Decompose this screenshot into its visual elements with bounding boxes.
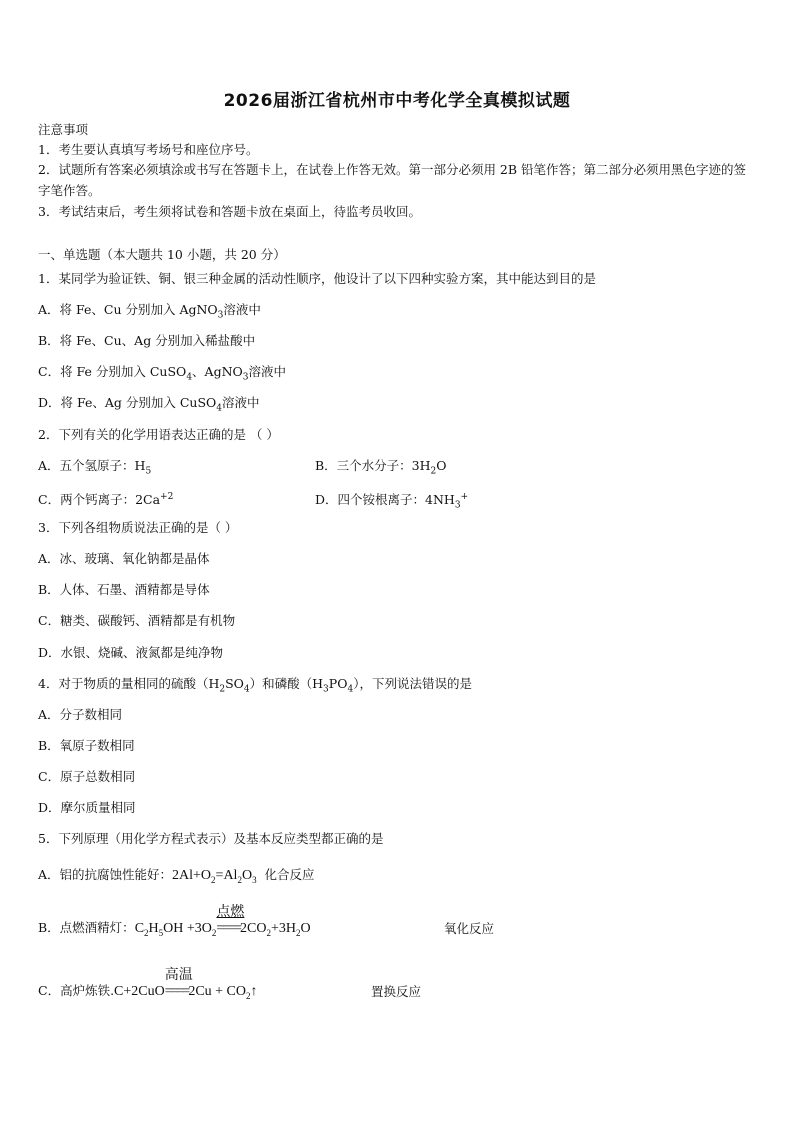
- question-2-option-a: A．五个氢原子：$H_5$: [38, 458, 152, 477]
- reaction-type-b: 氧化反应: [444, 921, 495, 936]
- question-2-option-b: B．三个水分子：$3H_2O$: [315, 458, 447, 477]
- notice-item-3: 3．考试结束后，考生须将试卷和答题卡放在桌面上，待监考员收回。: [38, 204, 421, 219]
- equation-a: $2Al+O_2=Al_2O_3$: [172, 868, 257, 885]
- notice-item-1: 1．考生要认真填写考场号和座位序号。: [38, 142, 259, 157]
- question-2-option-c: C．两个钙离子：$2Ca^{+2}$: [38, 492, 174, 508]
- question-3-option-c: C．糖类、碳酸钙、酒精都是有机物: [38, 613, 236, 628]
- equation-b: $C_2H_5OH +3O_2$ 点燃 $====2CO_2+3H_2O$: [134, 904, 311, 938]
- page-title: 2026届浙江省杭州市中考化学全真模拟试题: [223, 91, 571, 111]
- notice-item-2: 2．试题所有答案必须填涂或书写在答题卡上，在试卷上作答无效。第一部分必须用 2B 铅笔作答；第二部分必须用黑色字迹的签字笔作答。: [38, 162, 747, 198]
- question-1-option-d: D．将 Fe、Ag 分别加入 CuSO$_4$溶液中: [38, 395, 260, 414]
- reaction-type-c: 置换反应: [371, 984, 422, 999]
- question-4-option-d: D．摩尔质量相同: [38, 800, 136, 815]
- question-5-option-a: A．铝的抗腐蚀性能好：$2Al+O_2=Al_2O_3$ 化合反应: [38, 867, 315, 885]
- question-4-option-c: C．原子总数相同: [38, 769, 136, 784]
- question-5-stem: 5．下列原理（用化学方程式表示）及基本反应类型都正确的是: [38, 831, 384, 846]
- question-1-option-a: A．将 Fe、Cu 分别加入 AgNO$_3$溶液中: [38, 302, 261, 321]
- question-3-stem: 3．下列各组物质说法正确的是（ ）: [38, 520, 238, 535]
- question-5-option-c: C．高炉炼铁.C+2CuO 高温 $====2Cu + CO_2↑$: [38, 967, 258, 1001]
- equation-c: C+2CuO 高温 $====2Cu + CO_2↑$: [114, 967, 258, 1001]
- question-4-option-a: A．分子数相同: [38, 707, 123, 722]
- question-3-option-b: B．人体、石墨、酒精都是导体: [38, 582, 210, 597]
- condition-high-temp: 高温 ====: [164, 967, 193, 999]
- question-4-option-b: B．氧原子数相同: [38, 738, 135, 753]
- reaction-type-a: 化合反应: [264, 867, 315, 882]
- question-2-option-d: D．四个铵根离子：$4NH_3^+$: [315, 492, 469, 511]
- question-1-option-c: C．将 Fe 分别加入 CuSO$_4$、AgNO$_3$溶液中: [38, 364, 287, 383]
- notice-heading: 注意事项: [38, 122, 89, 137]
- question-3-option-a: A．冰、玻璃、氧化钠都是晶体: [38, 551, 210, 566]
- question-4-stem: 4．对于物质的量相同的硫酸$(H_2SO_4)$和磷酸$(H_3PO_4)$，下列说法错误的是: [38, 676, 472, 695]
- question-1-option-b: B．将 Fe、Cu、Ag 分别加入稀盐酸中: [38, 333, 256, 348]
- question-1-stem: 1．某同学为验证铁、铜、银三种金属的活动性顺序，他设计了以下四种实验方案，其中能达到目的是: [38, 271, 596, 286]
- section-heading: 一、单选题（本大题共 10 小题，共 20 分）: [38, 247, 286, 262]
- question-3-option-d: D．水银、烧碱、液氮都是纯净物: [38, 645, 224, 660]
- question-2-stem: 2．下列有关的化学用语表达正确的是 （ ）: [38, 427, 279, 442]
- condition-ignite: 点燃 ====: [216, 904, 245, 936]
- question-5-option-b: B．点燃酒精灯：$C_2H_5OH +3O_2$ 点燃 $====2CO_2+3H_2O$: [38, 904, 311, 938]
